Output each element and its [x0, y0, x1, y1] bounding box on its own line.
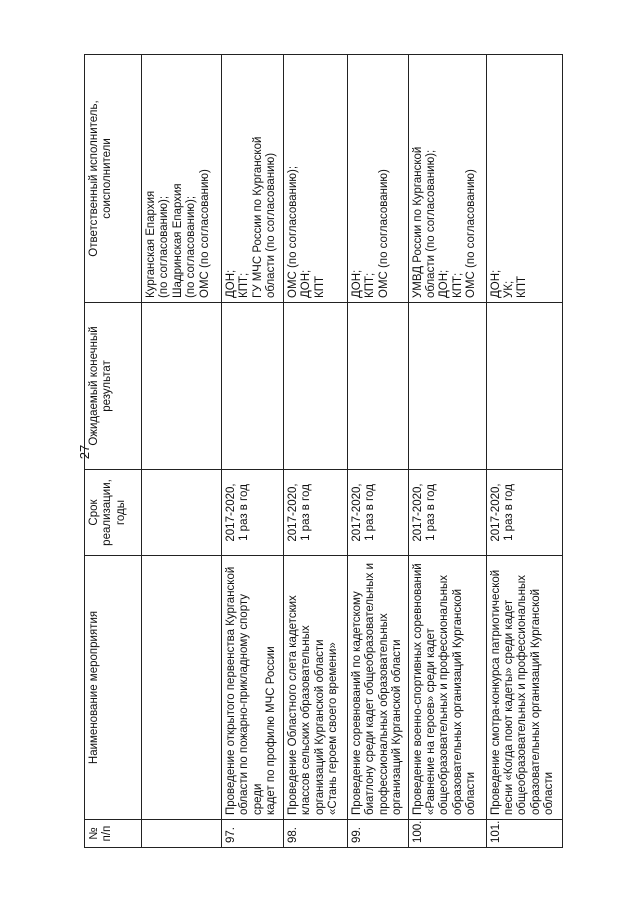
- header-term: Срок реализации, годы: [85, 470, 142, 556]
- cell-term: 2017-2020, 1 раз в год: [348, 470, 409, 556]
- table-row: [284, 55, 348, 848]
- cell-executor: ОМС (по согласованию); ДОН; КПТ: [284, 55, 348, 303]
- cell-event-name: Проведение открытого первенства Курганской области по пожарно-прикладному спорту среди кадет по профилю МЧС России: [222, 556, 284, 820]
- cell-result: [284, 303, 348, 470]
- cell-term: 2017-2020, 1 раз в год: [284, 470, 348, 556]
- cell-event-name: Проведение военно-спортивных соревнований «Равнение на героев» среди кадет общеобразовательных и профессиональных образовательных организаций Курганской области: [408, 556, 486, 820]
- header-executor: Ответственный исполнитель, соисполнители: [85, 55, 142, 303]
- cell-executor: УМВД России по Курганской области (по согласованию); ДОН; КПТ; ОМС (по согласованию): [408, 55, 486, 303]
- cell-term: [142, 470, 222, 556]
- cell-result: [408, 303, 486, 470]
- cell-number: 97.: [222, 820, 284, 848]
- cell-executor: Курганская Епархия (по согласованию); Шадринская Епархия (по согласованию); ОМС (по согласованию): [142, 55, 222, 303]
- table-row: [486, 55, 562, 848]
- table-row-continuation: [142, 55, 222, 848]
- table-header-row: [85, 55, 142, 848]
- cell-executor: ДОН; КПТ; ГУ МЧС России по Курганской области (по согласованию): [222, 55, 284, 303]
- cell-term: 2017-2020, 1 раз в год: [222, 470, 284, 556]
- cell-number: 98.: [284, 820, 348, 848]
- cell-result: [486, 303, 562, 470]
- cell-number: [142, 820, 222, 848]
- cell-result: [142, 303, 222, 470]
- header-result: Ожидаемый конечный результат: [85, 303, 142, 470]
- cell-event-name: [142, 556, 222, 820]
- table-row: [222, 55, 284, 848]
- cell-executor: ДОН; УК; КПТ: [486, 55, 562, 303]
- cell-result: [348, 303, 409, 470]
- cell-executor: ДОН; КПТ; ОМС (по согласованию): [348, 55, 409, 303]
- cell-event-name: Проведение смотра-конкурса патриотической песни «Когда поют кадеты» среди кадет общеобразовательных и профессиональных образовательных организаций Курганской области: [486, 556, 562, 820]
- cell-number: 99.: [348, 820, 409, 848]
- cell-event-name: Проведение соревнований по кадетскому биатлону среди кадет общеобразовательных и профессиональных образовательных организаций Курганской области: [348, 556, 409, 820]
- table-row: [348, 55, 409, 848]
- cell-event-name: Проведение Областного слета кадетских классов сельских образовательных организаций Курганской области «Стань героем своего времени»: [284, 556, 348, 820]
- page-number: 27: [77, 444, 92, 460]
- cell-number: 101.: [486, 820, 562, 848]
- header-number: № п/п: [85, 820, 142, 848]
- cell-term: 2017-2020, 1 раз в год: [486, 470, 562, 556]
- cell-number: 100.: [408, 820, 486, 848]
- cell-term: 2017-2020, 1 раз в год: [408, 470, 486, 556]
- header-event-name: Наименование мероприятия: [85, 556, 142, 820]
- cell-result: [222, 303, 284, 470]
- table-row: [408, 55, 486, 848]
- events-table: [84, 54, 563, 848]
